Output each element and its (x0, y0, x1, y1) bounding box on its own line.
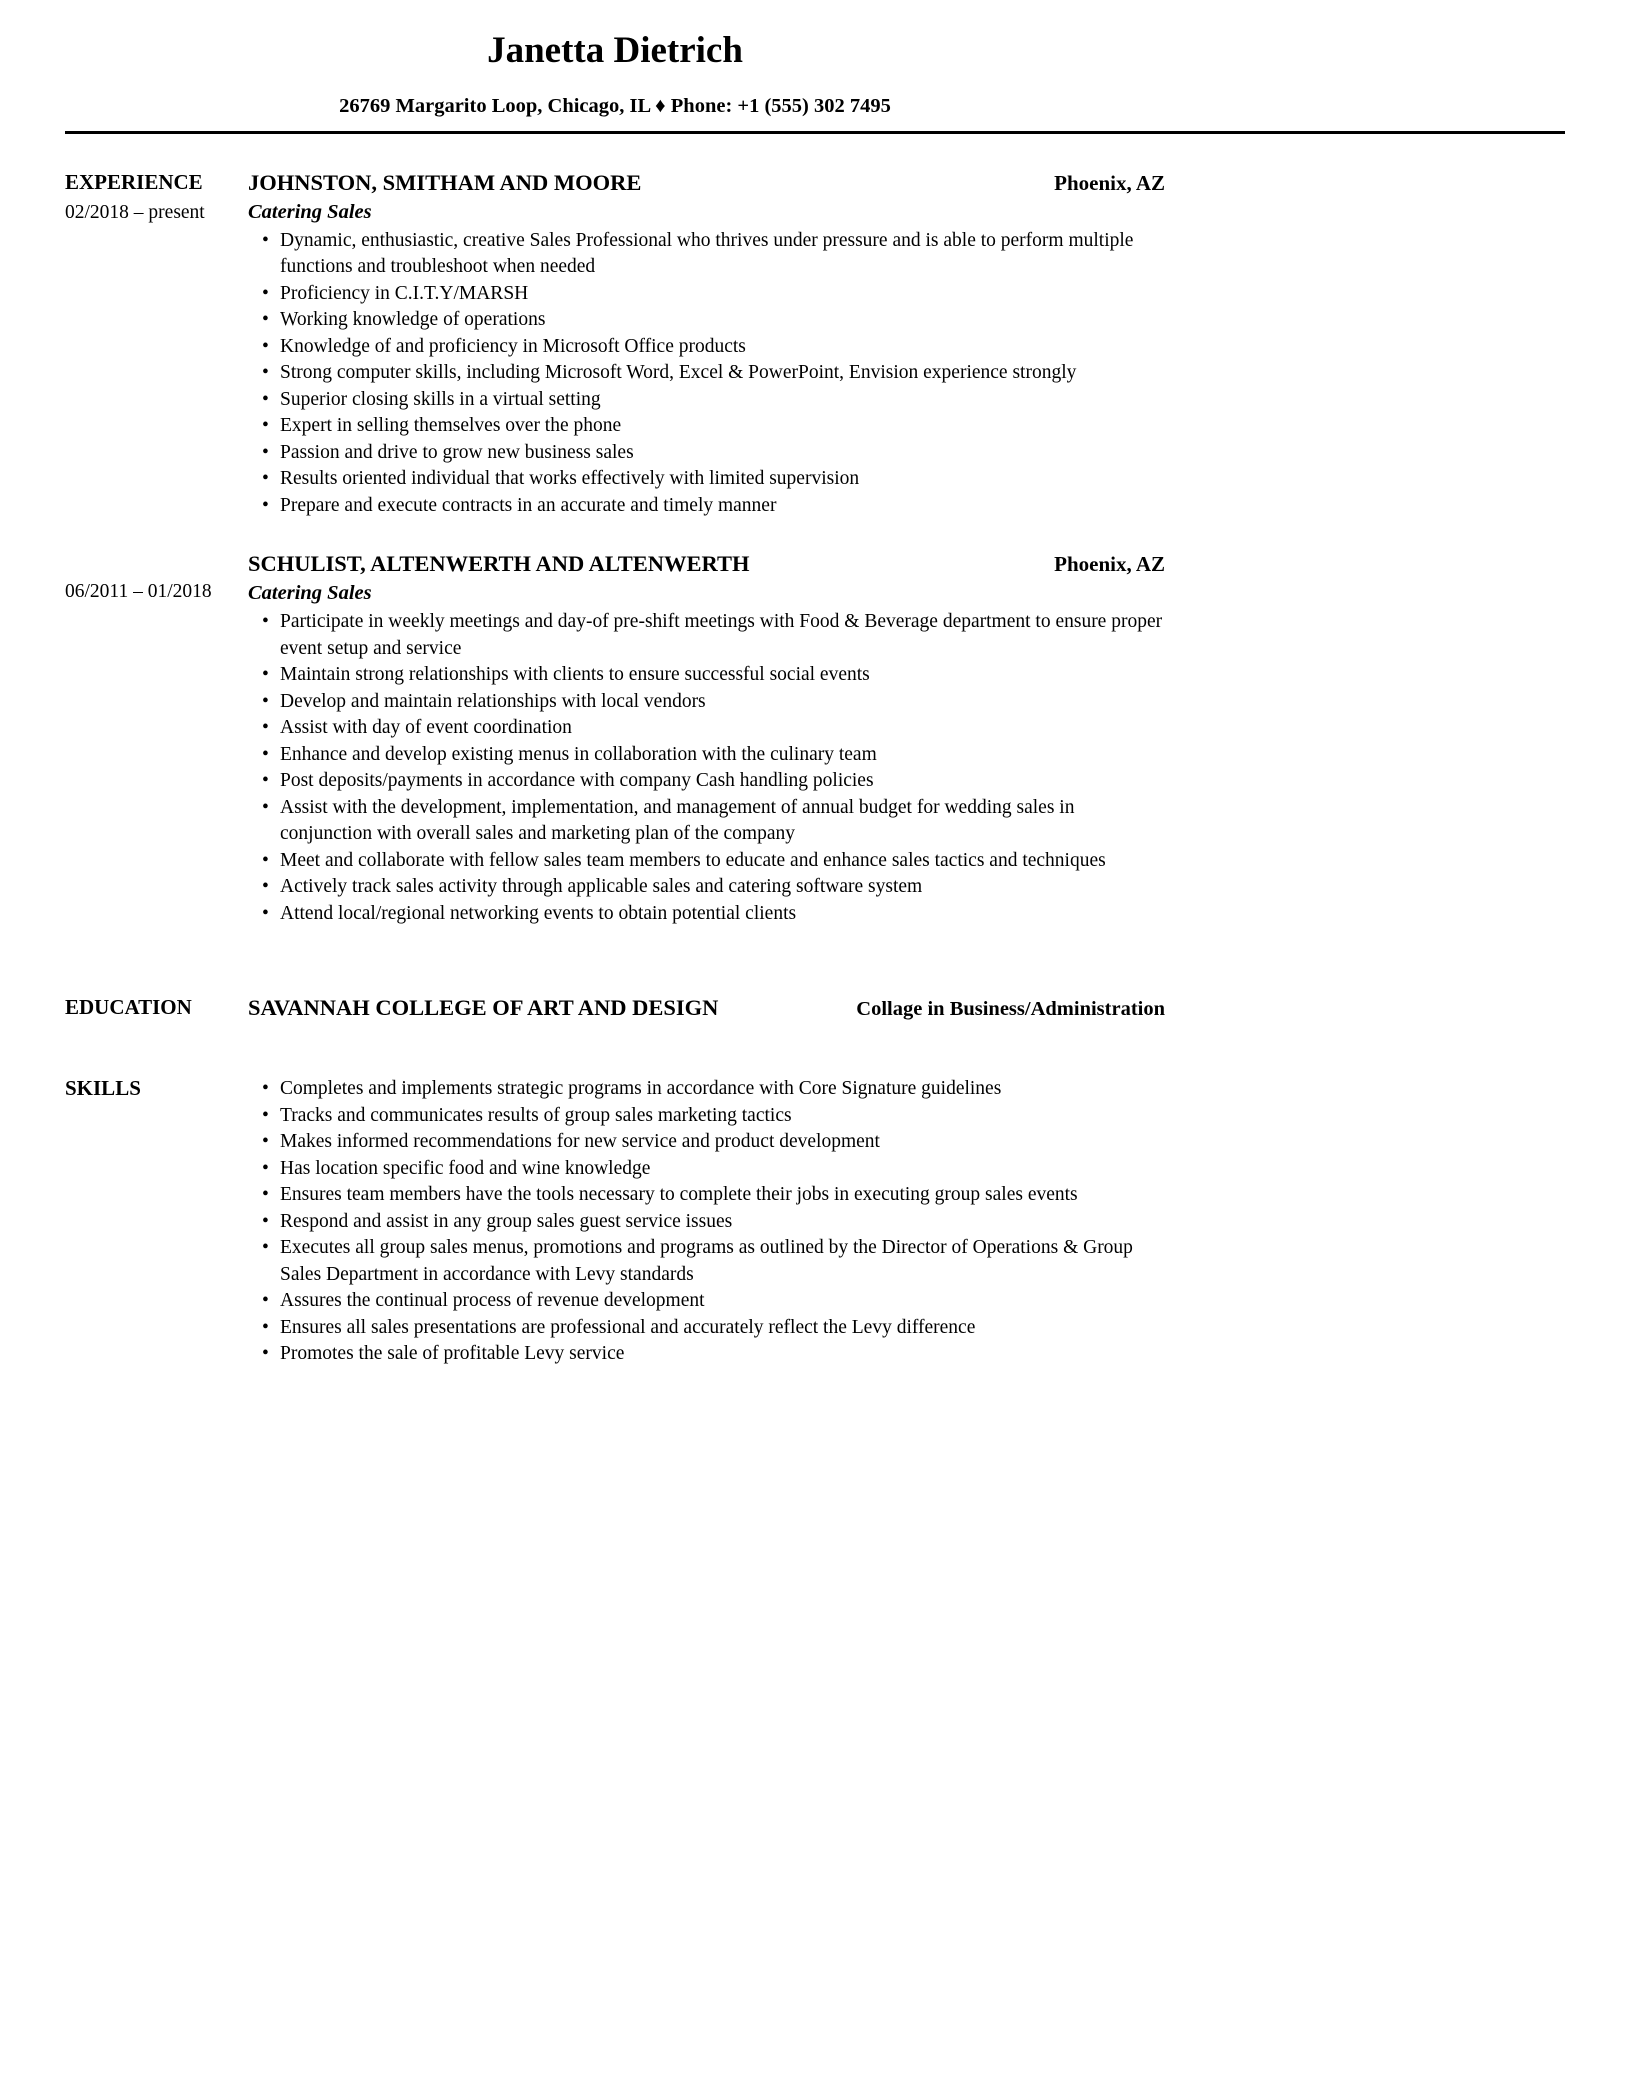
bullet-item: • Makes informed recommendations for new service and product development (248, 1129, 1165, 1156)
bullet-item: • Actively track sales activity through applicable sales and catering software system (248, 874, 1165, 901)
education-degree: Collage in Business/Administration (856, 998, 1165, 1021)
job-1-location: Phoenix, AZ (1054, 170, 1165, 195)
bullet-item: • Post deposits/payments in accordance with company Cash handling policies (248, 768, 1165, 795)
experience-job-2-section (65, 549, 1165, 927)
skills-section (65, 1074, 1165, 1368)
skills-bullet-list (248, 1076, 1165, 1368)
bullet-item: • Passion and drive to grow new business sales (248, 440, 1165, 467)
experience-sidebar (65, 168, 248, 520)
bullet-item: • Expert in selling themselves over the phone (248, 413, 1165, 440)
bullet-item: • Working knowledge of operations (248, 307, 1165, 334)
bullet-item: • Maintain strong relationships with clients to ensure successful social events (248, 662, 1165, 689)
resume-body (65, 168, 1165, 1368)
bullet-item: • Has location specific food and wine knowledge (248, 1156, 1165, 1183)
job-2-details (248, 549, 1165, 927)
job-1-title: Catering Sales (248, 200, 372, 223)
job-2-header (248, 549, 1165, 579)
job-1-header (248, 168, 1165, 198)
bullet-item: • Dynamic, enthusiastic, creative Sales Professional who thrives under pressure and is able to perform multiple functions and troubleshoot when needed (248, 228, 1165, 281)
person-name: Janetta Dietrich (487, 30, 743, 71)
bullet-item: • Enhance and develop existing menus in collaboration with the culinary team (248, 742, 1165, 769)
education-section-label: EDUCATION (65, 995, 192, 1020)
bullet-item: • Tracks and communicates results of group sales marketing tactics (248, 1103, 1165, 1130)
bullet-item: • Knowledge of and proficiency in Microsoft Office products (248, 334, 1165, 361)
education-section (65, 993, 1165, 1024)
bullet-item: • Prepare and execute contracts in an accurate and timely manner (248, 493, 1165, 520)
bullet-item: • Superior closing skills in a virtual setting (248, 387, 1165, 414)
skills-details (248, 1074, 1165, 1368)
job-2-company: SCHULIST, ALTENWERTH AND ALTENWERTH (248, 551, 750, 577)
contact-line: 26769 Margarito Loop, Chicago, IL ♦ Phone: +1 (555) 302 7495 (339, 94, 891, 117)
job-2-dates: 06/2011 – 01/2018 (65, 581, 212, 603)
job-1-company: JOHNSTON, SMITHAM AND MOORE (248, 169, 642, 195)
bullet-item: • Respond and assist in any group sales guest service issues (248, 1209, 1165, 1236)
bullet-item: • Attend local/regional networking events to obtain potential clients (248, 901, 1165, 928)
resume-header (65, 30, 1165, 118)
job-2-sidebar (65, 549, 248, 927)
bullet-item: • Meet and collaborate with fellow sales team members to educate and enhance sales tactics and techniques (248, 848, 1165, 875)
bullet-item: • Ensures all sales presentations are professional and accurately reflect the Levy difference (248, 1315, 1165, 1342)
experience-job-1-section (65, 168, 1165, 520)
bullet-item: • Assist with the development, implementation, and management of annual budget for wedding sales in conjunction with overall sales and marketing plan of the company (248, 795, 1165, 848)
experience-section-label: EXPERIENCE (65, 169, 203, 194)
job-1-dates: 02/2018 – present (65, 201, 205, 223)
education-school: SAVANNAH COLLEGE OF ART AND DESIGN (248, 995, 719, 1021)
job-1-bullet-list (248, 228, 1165, 520)
bullet-item: • Ensures team members have the tools necessary to complete their jobs in executing group sales events (248, 1182, 1165, 1209)
bullet-item: • Completes and implements strategic programs in accordance with Core Signature guidelines (248, 1076, 1165, 1103)
bullet-item: • Executes all group sales menus, promotions and programs as outlined by the Director of Operations & Group Sales Department in accordance with Levy standards (248, 1235, 1165, 1288)
bullet-item: • Assist with day of event coordination (248, 715, 1165, 742)
education-sidebar (65, 993, 248, 1024)
job-2-title: Catering Sales (248, 582, 372, 605)
bullet-item: • Participate in weekly meetings and day-of pre-shift meetings with Food & Beverage department to ensure proper event setup and service (248, 609, 1165, 662)
job-1-details (248, 168, 1165, 520)
bullet-item: • Strong computer skills, including Microsoft Word, Excel & PowerPoint, Envision experience strongly (248, 360, 1165, 387)
education-header (248, 993, 1165, 1024)
education-details (248, 993, 1165, 1024)
job-2-location: Phoenix, AZ (1054, 552, 1165, 577)
bullet-item: • Develop and maintain relationships with local vendors (248, 689, 1165, 716)
skills-section-label: SKILLS (65, 1076, 141, 1101)
skills-sidebar (65, 1074, 248, 1368)
bullet-item: • Promotes the sale of profitable Levy service (248, 1341, 1165, 1368)
bullet-item: • Results oriented individual that works effectively with limited supervision (248, 466, 1165, 493)
bullet-item: • Proficiency in C.I.T.Y/MARSH (248, 281, 1165, 308)
header-divider (65, 131, 1565, 134)
job-2-bullet-list (248, 609, 1165, 927)
bullet-item: • Assures the continual process of revenue development (248, 1288, 1165, 1315)
